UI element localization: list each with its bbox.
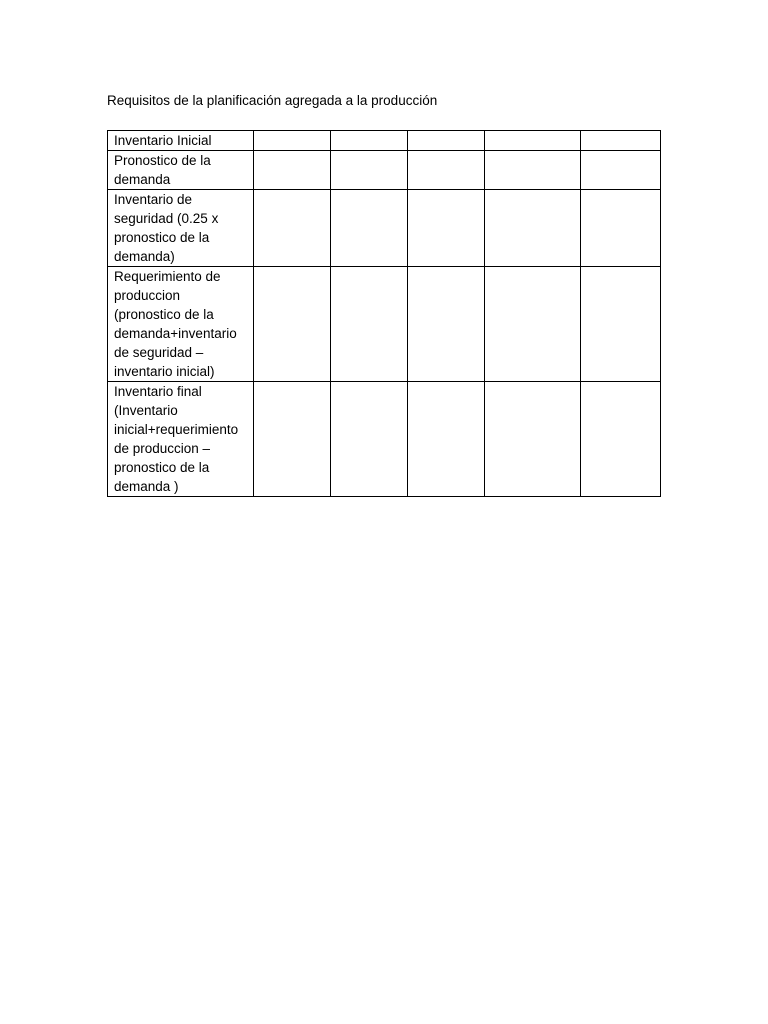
table-cell	[330, 151, 407, 190]
table-cell	[408, 382, 485, 497]
table-cell	[330, 267, 407, 382]
table-cell	[580, 131, 660, 151]
table-row-inventario-inicial	[108, 131, 661, 151]
table-cell	[485, 151, 580, 190]
table-cell	[330, 190, 407, 267]
row-label: Inventario final (Inventario inicial+requerimiento de produccion – pronostico de la demanda )	[108, 382, 254, 497]
table-cell	[253, 267, 330, 382]
table-cell	[485, 382, 580, 497]
planning-table	[107, 130, 661, 497]
table-row-requerimiento-produccion	[108, 267, 661, 382]
table-cell	[408, 151, 485, 190]
table-cell	[253, 382, 330, 497]
table-cell	[408, 131, 485, 151]
table-cell	[485, 190, 580, 267]
table-cell	[253, 190, 330, 267]
document-title: Requisitos de la planificación agregada a la producción	[107, 93, 438, 108]
table-cell	[253, 151, 330, 190]
table-cell	[408, 267, 485, 382]
table-row-inventario-seguridad	[108, 190, 661, 267]
table-cell	[485, 267, 580, 382]
table-row-inventario-final	[108, 382, 661, 497]
table-cell	[580, 267, 660, 382]
row-label: Inventario de seguridad (0.25 x pronostico de la demanda)	[108, 190, 254, 267]
table-row-pronostico-demanda	[108, 151, 661, 190]
table-cell	[580, 382, 660, 497]
row-label: Inventario Inicial	[108, 131, 254, 151]
table-cell	[253, 131, 330, 151]
table-cell	[330, 131, 407, 151]
table-cell	[580, 151, 660, 190]
table-cell	[485, 131, 580, 151]
row-label: Requerimiento de produccion (pronostico de la demanda+inventario de seguridad – inventario inicial)	[108, 267, 254, 382]
table-cell	[408, 190, 485, 267]
row-label: Pronostico de la demanda	[108, 151, 254, 190]
table-cell	[580, 190, 660, 267]
table-cell	[330, 382, 407, 497]
